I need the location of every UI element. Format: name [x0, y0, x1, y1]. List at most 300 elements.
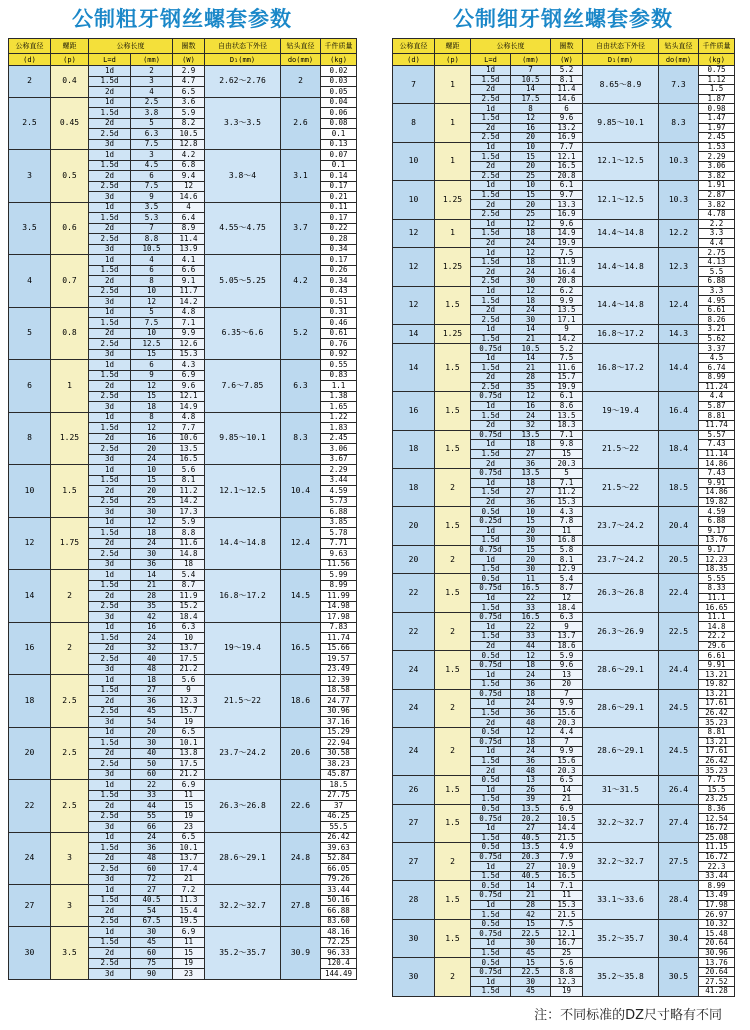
cell-weight: 1.53 [699, 142, 735, 152]
cell-free-outer-diameter: 31～31.5 [583, 775, 659, 804]
cell-weight: 5.99 [321, 570, 357, 581]
cell-free-outer-diameter: 26.3～26.8 [205, 780, 281, 833]
cell-length-mm: 18 [511, 737, 551, 747]
cell-coils: 16.9 [551, 133, 583, 143]
cell-length-spec: 2d [471, 641, 511, 651]
cell-pitch: 0.4 [51, 66, 89, 98]
cell-length-spec: 0.5d [471, 651, 511, 661]
cell-coils: 10.6 [173, 433, 205, 444]
cell-length-spec: 2.5d [89, 129, 131, 140]
cell-drill-diameter: 4.2 [281, 255, 321, 308]
cell-nominal-diameter: 30 [393, 958, 435, 996]
cell-length-spec: 1d [89, 150, 131, 161]
cell-coils: 14.6 [173, 192, 205, 203]
cell-length-mm: 7.5 [131, 318, 173, 329]
cell-coils: 9.9 [551, 296, 583, 306]
cell-weight: 14.86 [699, 459, 735, 469]
cell-coils: 8.8 [173, 528, 205, 539]
cell-nominal-diameter: 14 [9, 570, 51, 623]
cell-nominal-diameter: 2 [9, 66, 51, 98]
cell-weight: 0.11 [321, 202, 357, 213]
cell-length-mm: 66 [131, 822, 173, 833]
cell-nominal-diameter: 14 [393, 325, 435, 344]
cell-coils: 7.8 [551, 516, 583, 526]
cell-length-mm: 50 [131, 759, 173, 770]
cell-length-spec: 2.5d [89, 391, 131, 402]
cell-length-mm: 15 [511, 516, 551, 526]
cell-coils: 8.7 [173, 580, 205, 591]
cell-coils: 18.6 [551, 641, 583, 651]
cell-weight: 2.2 [699, 219, 735, 229]
cell-length-spec: 1d [471, 823, 511, 833]
cell-weight: 18.58 [321, 685, 357, 696]
cell-length-spec: 2d [471, 305, 511, 315]
cell-length-spec: 2.5d [89, 339, 131, 350]
cell-length-spec: 1d [89, 517, 131, 528]
cell-coils: 3.6 [173, 97, 205, 108]
subheader-w: (W) [173, 54, 205, 66]
cell-length-spec: 2.5d [471, 315, 511, 325]
cell-weight: 5.73 [321, 496, 357, 507]
cell-length-mm: 12 [511, 113, 551, 123]
cell-free-outer-diameter: 12.1～12.5 [583, 181, 659, 219]
table-row [9, 97, 357, 108]
cell-coils: 19 [173, 811, 205, 822]
cell-length-mm: 3 [131, 150, 173, 161]
cell-coils: 7.2 [173, 885, 205, 896]
cell-length-spec: 0.5d [471, 727, 511, 737]
cell-weight: 8.81 [699, 411, 735, 421]
cell-weight: 0.08 [321, 118, 357, 129]
cell-coils: 19.9 [551, 238, 583, 248]
cell-weight: 1.38 [321, 391, 357, 402]
cell-drill-diameter: 12.4 [281, 517, 321, 570]
cell-length-spec: 1d [89, 97, 131, 108]
cell-coils: 6.6 [173, 265, 205, 276]
cell-weight: 15.48 [699, 929, 735, 939]
cell-weight: 35.23 [699, 766, 735, 776]
cell-coils: 15.2 [173, 601, 205, 612]
cell-weight: 0.31 [321, 307, 357, 318]
cell-weight: 50.16 [321, 895, 357, 906]
table-row [9, 675, 357, 686]
table-row [9, 66, 357, 77]
cell-nominal-diameter: 10 [393, 181, 435, 219]
cell-length-mm: 10.5 [131, 244, 173, 255]
cell-drill-diameter: 2 [281, 66, 321, 98]
cell-length-spec: 0.75d [471, 344, 511, 354]
cell-pitch: 1.25 [435, 325, 471, 344]
cell-pitch: 2 [51, 622, 89, 675]
cell-weight: 0.98 [699, 104, 735, 114]
cell-pitch: 3.5 [51, 927, 89, 980]
coarse-table-body [9, 66, 357, 980]
cell-weight: 1.5 [699, 85, 735, 95]
cell-length-spec: 1d [471, 900, 511, 910]
cell-length-mm: 39 [511, 795, 551, 805]
cell-length-spec: 1.5d [471, 257, 511, 267]
cell-length-spec: 2.5d [89, 549, 131, 560]
cell-coils: 14.2 [173, 297, 205, 308]
cell-length-mm: 21 [511, 334, 551, 344]
cell-length-spec: 0.75d [471, 468, 511, 478]
table-row [393, 843, 735, 853]
cell-weight: 55.5 [321, 822, 357, 833]
table-row [393, 325, 735, 335]
cell-length-mm: 12 [511, 248, 551, 258]
cell-coils: 18.4 [173, 612, 205, 623]
cell-length-spec: 2d [89, 381, 131, 392]
cell-nominal-diameter: 6 [9, 360, 51, 413]
cell-free-outer-diameter: 23.7～24.2 [205, 727, 281, 780]
cell-length-mm: 45 [511, 987, 551, 997]
cell-coils: 8.7 [551, 584, 583, 594]
cell-length-mm: 24 [511, 267, 551, 277]
cell-weight: 2.45 [699, 133, 735, 143]
cell-coils: 15.6 [551, 756, 583, 766]
cell-length-spec: 2d [89, 906, 131, 917]
cell-coils: 12.1 [173, 391, 205, 402]
cell-coils: 15.6 [551, 708, 583, 718]
cell-pitch: 1.25 [435, 248, 471, 286]
cell-coils: 6.9 [173, 780, 205, 791]
cell-pitch: 1.25 [51, 412, 89, 465]
cell-pitch: 1.5 [435, 775, 471, 804]
cell-coils: 6.1 [551, 392, 583, 402]
cell-length-mm: 24 [511, 670, 551, 680]
cell-length-mm: 7 [131, 223, 173, 234]
cell-length-spec: 2d [89, 948, 131, 959]
cell-coils: 20 [551, 680, 583, 690]
cell-length-mm: 33 [131, 790, 173, 801]
subheader-d1: D₁(mm) [583, 54, 659, 66]
cell-length-mm: 22.5 [511, 929, 551, 939]
header-nominal-length: 公称长度 [471, 39, 551, 54]
cell-length-spec: 0.75d [471, 545, 511, 555]
cell-drill-diameter: 8.3 [659, 104, 699, 142]
cell-length-mm: 42 [131, 612, 173, 623]
cell-coils: 14 [551, 785, 583, 795]
cell-weight: 38.23 [321, 759, 357, 770]
cell-weight: 26.42 [699, 756, 735, 766]
cell-length-mm: 12 [511, 651, 551, 661]
cell-pitch: 0.5 [51, 150, 89, 203]
cell-coils: 6.9 [551, 804, 583, 814]
cell-drill-diameter: 7.3 [659, 66, 699, 104]
cell-length-spec: 1.5d [89, 685, 131, 696]
cell-drill-diameter: 8.3 [281, 412, 321, 465]
cell-nominal-diameter: 24 [9, 832, 51, 885]
cell-free-outer-diameter: 32.2～32.7 [583, 804, 659, 842]
cell-coils: 10.1 [173, 738, 205, 749]
table-row [9, 622, 357, 633]
cell-drill-diameter: 14.4 [659, 344, 699, 392]
cell-length-mm: 4 [131, 87, 173, 98]
cell-weight: 144.49 [321, 969, 357, 980]
cell-length-spec: 1d [89, 412, 131, 423]
cell-length-mm: 10 [131, 465, 173, 476]
cell-length-mm: 6 [131, 265, 173, 276]
cell-weight: 6.74 [699, 363, 735, 373]
cell-length-mm: 18 [131, 528, 173, 539]
cell-length-mm: 48 [511, 718, 551, 728]
cell-length-mm: 54 [131, 717, 173, 728]
cell-coils: 9.9 [551, 747, 583, 757]
cell-drill-diameter: 20.5 [659, 545, 699, 574]
cell-coils: 8.1 [173, 475, 205, 486]
cell-coils: 5.2 [551, 344, 583, 354]
cell-weight: 9.91 [699, 660, 735, 670]
cell-weight: 11.1 [699, 593, 735, 603]
cell-drill-diameter: 22.5 [659, 612, 699, 650]
cell-length-spec: 0.75d [471, 852, 511, 862]
cell-coils: 8.6 [551, 401, 583, 411]
cell-length-spec: 1.5d [471, 229, 511, 239]
cell-weight: 0.46 [321, 318, 357, 329]
cell-weight: 27.75 [321, 790, 357, 801]
cell-weight: 4.95 [699, 296, 735, 306]
footnote: 注：不同标准的DZ尺寸略有不同 [534, 1008, 722, 1023]
cell-length-mm: 40 [131, 748, 173, 759]
header-pitch: 螺距 [435, 39, 471, 54]
cell-weight: 96.33 [321, 948, 357, 959]
cell-weight: 1.1 [321, 381, 357, 392]
cell-length-mm: 24 [511, 411, 551, 421]
cell-length-mm: 28 [511, 900, 551, 910]
cell-length-spec: 3d [89, 874, 131, 885]
cell-length-spec: 2d [89, 853, 131, 864]
cell-weight: 11.15 [699, 843, 735, 853]
cell-nominal-diameter: 8 [393, 104, 435, 142]
cell-weight: 7.75 [699, 775, 735, 785]
cell-length-spec: 2d [89, 801, 131, 812]
cell-nominal-diameter: 22 [393, 574, 435, 612]
cell-coils: 16.5 [551, 871, 583, 881]
cell-length-spec: 2.5d [89, 286, 131, 297]
cell-length-mm: 21 [131, 580, 173, 591]
cell-weight: 7.43 [699, 440, 735, 450]
cell-weight: 0.26 [321, 265, 357, 276]
cell-weight: 52.84 [321, 853, 357, 864]
cell-length-spec: 2d [471, 161, 511, 171]
cell-coils: 6.8 [173, 160, 205, 171]
cell-nominal-diameter: 12 [393, 248, 435, 286]
cell-length-mm: 14 [131, 570, 173, 581]
cell-weight: 6.61 [699, 651, 735, 661]
cell-weight: 30.58 [321, 748, 357, 759]
cell-length-spec: 2d [89, 276, 131, 287]
cell-length-spec: 2d [471, 718, 511, 728]
cell-weight: 17.61 [699, 747, 735, 757]
cell-coils: 7 [551, 689, 583, 699]
cell-pitch: 2 [435, 689, 471, 727]
cell-length-spec: 3d [89, 969, 131, 980]
cell-length-spec: 0.75d [471, 891, 511, 901]
cell-length-spec: 1d [89, 675, 131, 686]
cell-coils: 11.4 [173, 234, 205, 245]
cell-weight: 17.98 [699, 900, 735, 910]
cell-length-spec: 2.5d [471, 382, 511, 392]
cell-pitch: 2 [435, 843, 471, 881]
cell-weight: 72.25 [321, 937, 357, 948]
cell-coils: 9.9 [173, 328, 205, 339]
cell-weight: 10.32 [699, 919, 735, 929]
cell-coils: 15.3 [173, 349, 205, 360]
cell-free-outer-diameter: 23.7～24.2 [583, 545, 659, 574]
cell-free-outer-diameter: 26.3～26.9 [583, 612, 659, 650]
cell-nominal-diameter: 20 [9, 727, 51, 780]
cell-length-mm: 40 [131, 654, 173, 665]
cell-free-outer-diameter: 28.6～29.1 [583, 727, 659, 775]
cell-weight: 39.63 [321, 843, 357, 854]
cell-coils: 15 [551, 449, 583, 459]
cell-free-outer-diameter: 35.2～35.8 [583, 958, 659, 996]
cell-weight: 1.12 [699, 75, 735, 85]
cell-length-spec: 3d [89, 822, 131, 833]
cell-length-spec: 1.5d [89, 843, 131, 854]
cell-weight: 8.99 [321, 580, 357, 591]
cell-weight: 0.83 [321, 370, 357, 381]
cell-length-mm: 16.5 [511, 584, 551, 594]
cell-length-mm: 24 [511, 747, 551, 757]
cell-length-spec: 3d [89, 559, 131, 570]
cell-coils: 16.9 [551, 209, 583, 219]
cell-coils: 11 [173, 790, 205, 801]
cell-nominal-diameter: 27 [393, 843, 435, 881]
table-row [393, 392, 735, 402]
cell-weight: 16.65 [699, 603, 735, 613]
coarse-table-title: 公制粗牙钢丝螺套参数 [72, 7, 292, 31]
cell-length-spec: 1.5d [471, 871, 511, 881]
cell-length-spec: 1.5d [471, 632, 511, 642]
cell-weight: 4.4 [699, 238, 735, 248]
cell-free-outer-diameter: 23.7～24.2 [583, 507, 659, 545]
cell-length-mm: 8 [131, 412, 173, 423]
cell-coils: 15.4 [173, 906, 205, 917]
cell-nominal-diameter: 16 [393, 392, 435, 430]
table-row [393, 344, 735, 354]
subheader-d: (d) [9, 54, 51, 66]
cell-coils: 7.5 [551, 919, 583, 929]
cell-coils: 15 [173, 801, 205, 812]
cell-length-spec: 1d [471, 104, 511, 114]
cell-length-mm: 40.5 [511, 833, 551, 843]
cell-nominal-diameter: 5 [9, 307, 51, 360]
cell-free-outer-diameter: 32.2～32.7 [205, 885, 281, 927]
cell-length-mm: 30 [131, 507, 173, 518]
cell-coils: 5.6 [551, 958, 583, 968]
cell-coils: 21.2 [173, 769, 205, 780]
cell-length-mm: 15 [511, 919, 551, 929]
cell-length-mm: 30 [511, 977, 551, 987]
cell-pitch: 1.5 [435, 507, 471, 545]
cell-nominal-diameter: 24 [393, 651, 435, 689]
cell-coils: 20.8 [551, 171, 583, 181]
cell-drill-diameter: 18.5 [659, 468, 699, 506]
cell-coils: 6.3 [173, 622, 205, 633]
cell-free-outer-diameter: 35.2～35.7 [205, 927, 281, 980]
cell-drill-diameter: 10.3 [659, 181, 699, 219]
cell-coils: 20.3 [551, 766, 583, 776]
cell-length-spec: 2d [89, 486, 131, 497]
cell-length-spec: 1d [89, 927, 131, 938]
cell-length-mm: 15 [511, 545, 551, 555]
cell-coils: 6.2 [551, 286, 583, 296]
cell-length-mm: 18 [511, 689, 551, 699]
cell-length-mm: 13.5 [511, 804, 551, 814]
cell-length-spec: 1.5d [471, 363, 511, 373]
cell-weight: 4.5 [699, 353, 735, 363]
cell-length-mm: 24 [131, 454, 173, 465]
cell-free-outer-diameter: 21.5～22 [583, 430, 659, 468]
cell-coils: 7.1 [173, 318, 205, 329]
cell-weight: 23.25 [699, 795, 735, 805]
cell-weight: 26.97 [699, 910, 735, 920]
cell-weight: 16.72 [699, 852, 735, 862]
cell-coils: 19.5 [173, 916, 205, 927]
cell-free-outer-diameter: 7.6～7.85 [205, 360, 281, 413]
cell-length-mm: 2 [131, 66, 173, 77]
cell-length-mm: 4.5 [131, 160, 173, 171]
cell-length-spec: 2.5d [89, 706, 131, 717]
cell-length-spec: 1d [89, 255, 131, 266]
cell-coils: 5.4 [173, 570, 205, 581]
cell-length-spec: 1.5d [471, 680, 511, 690]
cell-pitch: 1.25 [435, 181, 471, 219]
cell-length-mm: 5 [131, 118, 173, 129]
cell-pitch: 1.5 [435, 430, 471, 468]
table-row [9, 150, 357, 161]
cell-length-mm: 12.5 [131, 339, 173, 350]
cell-pitch: 1.5 [435, 392, 471, 430]
cell-coils: 21.5 [551, 910, 583, 920]
cell-length-mm: 7.5 [131, 181, 173, 192]
cell-length-spec: 2d [471, 766, 511, 776]
cell-weight: 26.42 [699, 708, 735, 718]
cell-weight: 14.98 [321, 601, 357, 612]
cell-length-mm: 32 [511, 420, 551, 430]
cell-coils: 6.4 [173, 213, 205, 224]
cell-coils: 9 [173, 685, 205, 696]
cell-coils: 9.1 [173, 276, 205, 287]
cell-length-mm: 16 [511, 123, 551, 133]
cell-weight: 48.16 [321, 927, 357, 938]
cell-coils: 9.9 [551, 699, 583, 709]
header-drill-diameter: 钻头直径 [281, 39, 321, 54]
cell-weight: 11.74 [321, 633, 357, 644]
cell-length-mm: 8.8 [131, 234, 173, 245]
cell-length-mm: 15 [511, 152, 551, 162]
cell-length-spec: 1d [471, 670, 511, 680]
cell-weight: 5.5 [699, 267, 735, 277]
cell-coils: 5.6 [173, 675, 205, 686]
cell-length-mm: 12 [511, 219, 551, 229]
cell-length-mm: 20 [131, 444, 173, 455]
cell-length-mm: 21 [511, 363, 551, 373]
cell-coils: 12 [173, 181, 205, 192]
cell-weight: 27.52 [699, 977, 735, 987]
cell-coils: 10.9 [551, 862, 583, 872]
cell-coils: 7 [551, 737, 583, 747]
cell-length-mm: 20 [131, 486, 173, 497]
cell-nominal-diameter: 18 [393, 468, 435, 506]
cell-length-spec: 1.5d [471, 113, 511, 123]
cell-length-mm: 7.5 [131, 139, 173, 150]
cell-coils: 6.9 [173, 370, 205, 381]
subheader-w: (W) [551, 54, 583, 66]
cell-weight: 2.87 [699, 190, 735, 200]
cell-weight: 0.13 [321, 139, 357, 150]
